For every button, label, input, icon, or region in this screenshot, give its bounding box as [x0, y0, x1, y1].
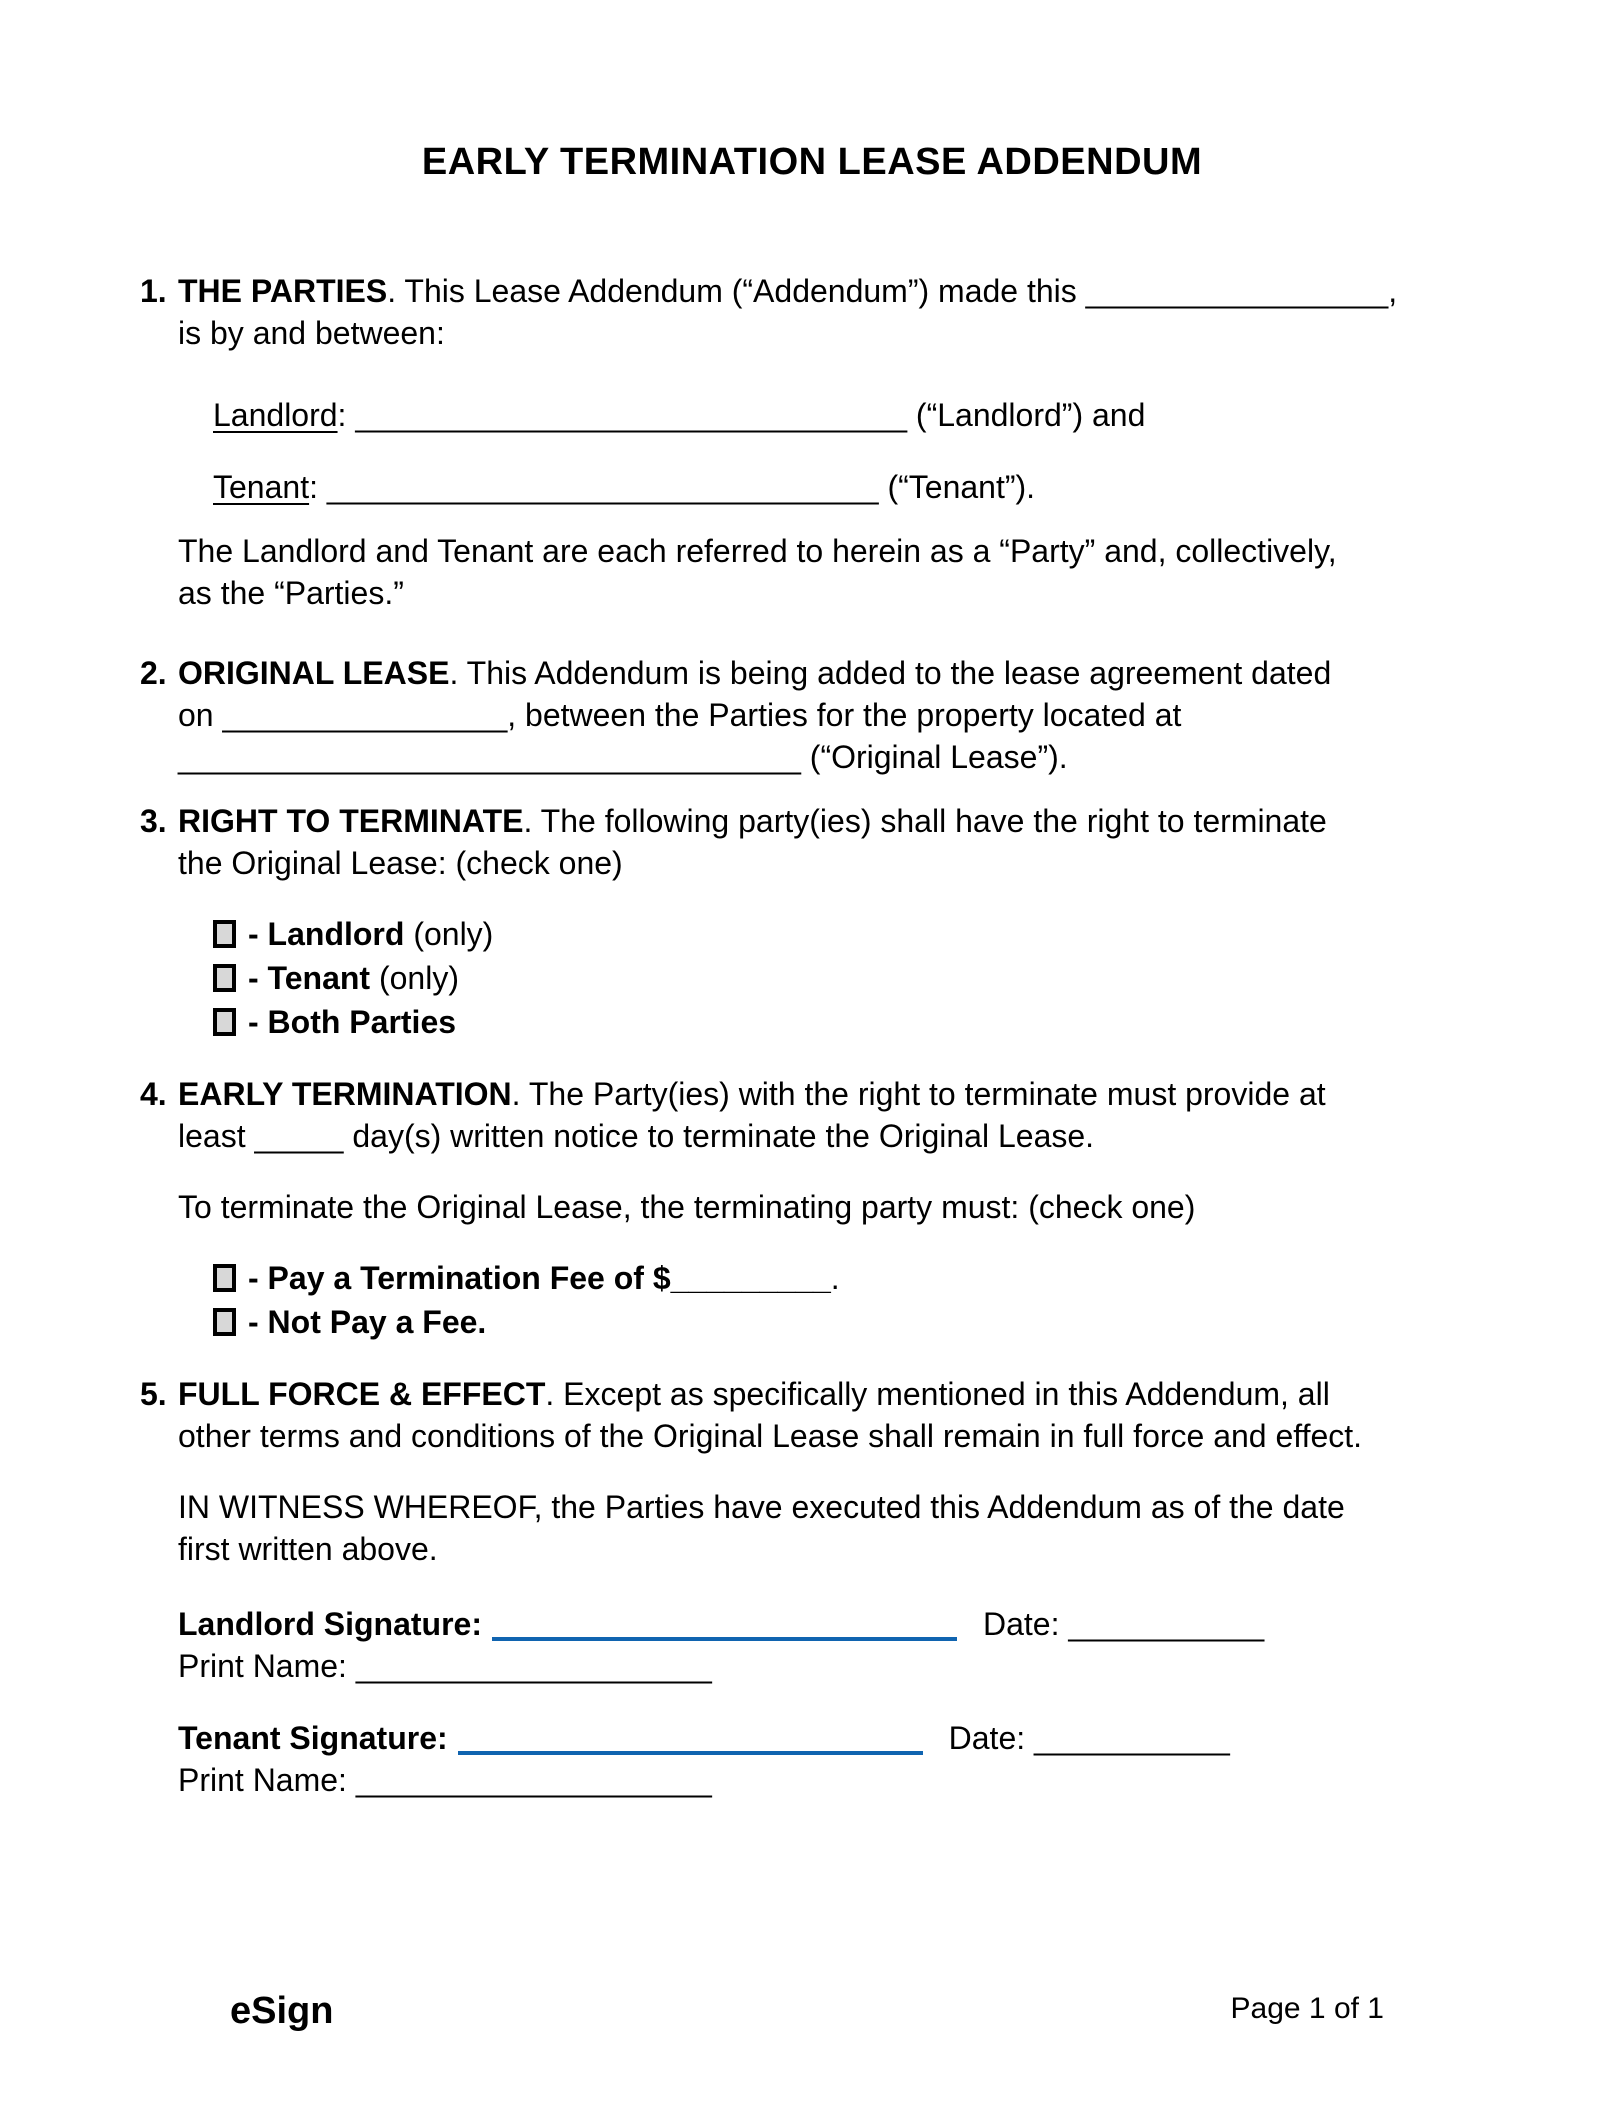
full-force-line-2: other terms and conditions of the Original Lease shall remain in full force and effect. [178, 1418, 1363, 1454]
landlord-signature-row [178, 1603, 1484, 1645]
witness-line-1: IN WITNESS WHEREOF, the Parties have executed this Addendum as of the date [178, 1489, 1345, 1525]
parties-note-line-2: as the “Parties.” [178, 575, 404, 611]
option-label: - Pay a Termination Fee of $_________ [248, 1260, 831, 1296]
full-force-line-1 [178, 1373, 1484, 1415]
full-force-line-1-text: . Except as specifically mentioned in this Addendum, all [545, 1376, 1330, 1412]
early-termination-line-1 [178, 1073, 1484, 1115]
original-lease-line-3: ___________________________________ (“Original Lease”). [178, 739, 1068, 775]
section-number: 2. [140, 655, 167, 691]
landlord-signature-label: Landlord Signature: [178, 1606, 482, 1642]
early-termination-line-2: least _____ day(s) written notice to terminate the Original Lease. [178, 1118, 1095, 1154]
section-full-force-effect [140, 1373, 1484, 1801]
parties-line-1-text: . This Lease Addendum (“Addendum”) made this _________________, [387, 273, 1398, 309]
section-right-to-terminate [140, 800, 1484, 1044]
tenant-print-name-blank: ____________________ [355, 1762, 712, 1798]
original-lease-line-1-text: . This Addendum is being added to the lease agreement dated [449, 655, 1332, 691]
landlord-date-blank: ___________ [1068, 1606, 1265, 1642]
checkbox-icon[interactable] [213, 1008, 236, 1036]
landlord-signature-line[interactable] [492, 1607, 957, 1641]
section-heading: ORIGINAL LEASE [178, 655, 450, 691]
option-not-pay-fee [213, 1300, 1484, 1344]
section-the-parties [140, 270, 1484, 614]
landlord-blank-line: : _______________________________ (“Landlord”) and [337, 397, 1146, 433]
option-label: - Landlord [248, 916, 405, 952]
witness-clause [178, 1486, 1484, 1570]
section-early-termination [140, 1073, 1484, 1344]
section-number: 1. [140, 273, 167, 309]
section-number: 3. [140, 803, 167, 839]
option-label: - Tenant [248, 960, 371, 996]
option-pay-termination-fee [213, 1256, 1484, 1300]
option-landlord-only [213, 912, 1484, 956]
option-label: - Not Pay a Fee. [248, 1304, 487, 1340]
option-suffix: . [830, 1260, 840, 1296]
parties-note [178, 530, 1484, 614]
section-number: 4. [140, 1076, 167, 1112]
tenant-signature-row [178, 1717, 1484, 1759]
document-title: EARLY TERMINATION LEASE ADDENDUM [421, 141, 1203, 183]
tenant-date-label: Date: [948, 1720, 1026, 1756]
landlord-date-label: Date: [983, 1606, 1060, 1642]
right-terminate-line-1 [178, 800, 1484, 842]
document-content [140, 140, 1484, 1801]
section-heading: EARLY TERMINATION [178, 1076, 512, 1112]
tenant-signature-block [178, 1717, 1484, 1801]
parties-line-2: is by and between: [178, 315, 445, 351]
right-terminate-line-1-text: . The following party(ies) shall have the right to terminate [523, 803, 1327, 839]
tenant-print-name-row [178, 1759, 1484, 1801]
tenant-print-name-label: Print Name: [178, 1762, 347, 1798]
landlord-print-name-label: Print Name: [178, 1648, 347, 1684]
option-tenant-only [213, 956, 1484, 1000]
landlord-print-name-row [178, 1645, 1484, 1687]
landlord-label: Landlord [213, 397, 338, 433]
tenant-label: Tenant [213, 469, 310, 505]
early-termination-options [178, 1256, 1484, 1344]
section-number: 5. [140, 1376, 167, 1412]
option-suffix: (only) [404, 916, 494, 952]
tenant-signature-label: Tenant Signature: [178, 1720, 448, 1756]
option-label: - Both Parties [248, 1004, 457, 1040]
option-both-parties [213, 1000, 1484, 1044]
landlord-name-line [213, 394, 1484, 436]
page-number-label: Page 1 of 1 [1230, 1992, 1384, 2025]
tenant-name-line [213, 466, 1484, 508]
parties-line-1 [178, 270, 1484, 312]
checkbox-icon[interactable] [213, 920, 236, 948]
option-suffix: (only) [370, 960, 459, 996]
original-lease-line-1 [178, 652, 1484, 694]
section-heading: RIGHT TO TERMINATE [178, 803, 524, 839]
section-heading: THE PARTIES [178, 273, 388, 309]
section-original-lease [140, 652, 1484, 778]
section-heading: FULL FORCE & EFFECT [178, 1376, 546, 1412]
original-lease-line-2: on ________________, between the Parties for the property located at [178, 697, 1182, 733]
early-termination-para-2: To terminate the Original Lease, the terminating party must: (check one) [178, 1189, 1196, 1225]
esign-logo: eSign [230, 1990, 334, 2032]
tenant-blank-line: : _______________________________ (“Tenant”). [309, 469, 1036, 505]
right-terminate-line-2: the Original Lease: (check one) [178, 845, 623, 881]
witness-line-2: first written above. [178, 1531, 438, 1567]
tenant-signature-line[interactable] [458, 1721, 923, 1755]
checkbox-icon[interactable] [213, 964, 236, 992]
checkbox-icon[interactable] [213, 1264, 236, 1292]
landlord-print-name-blank: ____________________ [355, 1648, 712, 1684]
checkbox-icon[interactable] [213, 1308, 236, 1336]
right-terminate-options [178, 912, 1484, 1044]
tenant-date-blank: ___________ [1034, 1720, 1230, 1756]
landlord-signature-block [178, 1603, 1484, 1687]
early-termination-line-1-text: . The Party(ies) with the right to terminate must provide at [511, 1076, 1326, 1112]
parties-note-line-1: The Landlord and Tenant are each referred to herein as a “Party” and, collectively, [178, 533, 1337, 569]
